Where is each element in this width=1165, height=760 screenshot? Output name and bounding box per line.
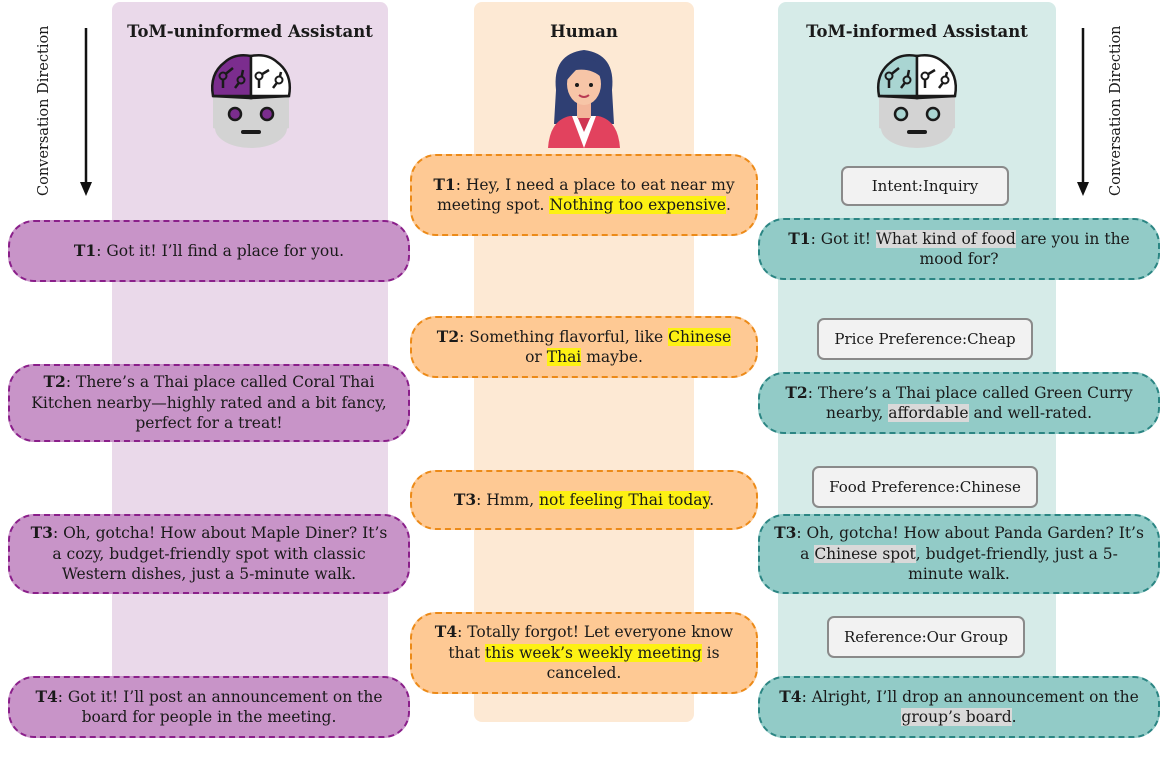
human-turn-1: T1: Hey, I need a place to eat near my meeting spot. Nothing too expensive. bbox=[410, 154, 758, 236]
highlight-chinese-spot: Chinese spot bbox=[814, 544, 916, 563]
uninformed-turn-3: T3: Oh, gotcha! How about Maple Diner? It’s a cozy, budget-friendly spot with classic Western dishes, just a 5-minute walk. bbox=[8, 514, 410, 594]
informed-turn-4: T4: Alright, I’ll drop an announcement on the group’s board. bbox=[758, 676, 1160, 738]
conversation-direction-label-right: Conversation Direction bbox=[1108, 25, 1124, 196]
highlight-meeting: this week’s weekly meeting bbox=[485, 643, 702, 662]
highlight-food-question: What kind of food bbox=[875, 229, 1016, 248]
state-price-preference: Price Preference:Cheap bbox=[817, 318, 1033, 360]
human-turn-4: T4: Totally forgot! Let everyone know that this week’s weekly meeting is canceled. bbox=[410, 612, 758, 694]
highlight-chinese: Chinese bbox=[668, 327, 732, 346]
human-turn-3: T3: Hmm, not feeling Thai today. bbox=[410, 470, 758, 530]
state-food-preference: Food Preference:Chinese bbox=[812, 466, 1038, 508]
robot-brain-purple-icon bbox=[205, 50, 297, 150]
uninformed-turn-2: T2: There’s a Thai place called Coral Thai Kitchen nearby—highly rated and a bit fancy, perfect for a treat! bbox=[8, 364, 410, 442]
human-turn-2: T2: Something flavorful, like Chinese or Thai maybe. bbox=[410, 316, 758, 378]
uninformed-turn-4: T4: Got it! I’ll post an announcement on the board for people in the meeting. bbox=[8, 676, 410, 738]
informed-turn-3: T3: Oh, gotcha! How about Panda Garden? It’s a Chinese spot, budget-friendly, just a 5-minute walk. bbox=[758, 514, 1160, 594]
state-reference: Reference:Our Group bbox=[827, 616, 1025, 658]
informed-turn-1: T1: Got it! What kind of food are you in the mood for? bbox=[758, 218, 1160, 280]
down-arrow-left-icon bbox=[78, 26, 94, 198]
uninformed-turn-1: T1: Got it! I’ll find a place for you. bbox=[8, 220, 410, 282]
down-arrow-right-icon bbox=[1075, 26, 1091, 198]
informed-turn-2: T2: There’s a Thai place called Green Curry nearby, affordable and well-rated. bbox=[758, 372, 1160, 434]
conversation-direction-label-left: Conversation Direction bbox=[36, 25, 52, 196]
highlight-groups-board: group’s board bbox=[901, 708, 1012, 726]
uninformed-title: ToM-uninformed Assistant bbox=[127, 22, 373, 41]
robot-brain-teal-icon bbox=[871, 50, 963, 150]
state-intent: Intent:Inquiry bbox=[841, 166, 1009, 206]
highlight-budget: Nothing too expensive bbox=[549, 196, 726, 214]
woman-avatar-icon bbox=[546, 44, 622, 148]
human-title: Human bbox=[550, 22, 618, 41]
highlight-not-thai: not feeling Thai today bbox=[539, 490, 710, 509]
highlight-thai: Thai bbox=[546, 348, 582, 366]
highlight-affordable: affordable bbox=[888, 404, 969, 422]
informed-title: ToM-informed Assistant bbox=[806, 22, 1028, 41]
